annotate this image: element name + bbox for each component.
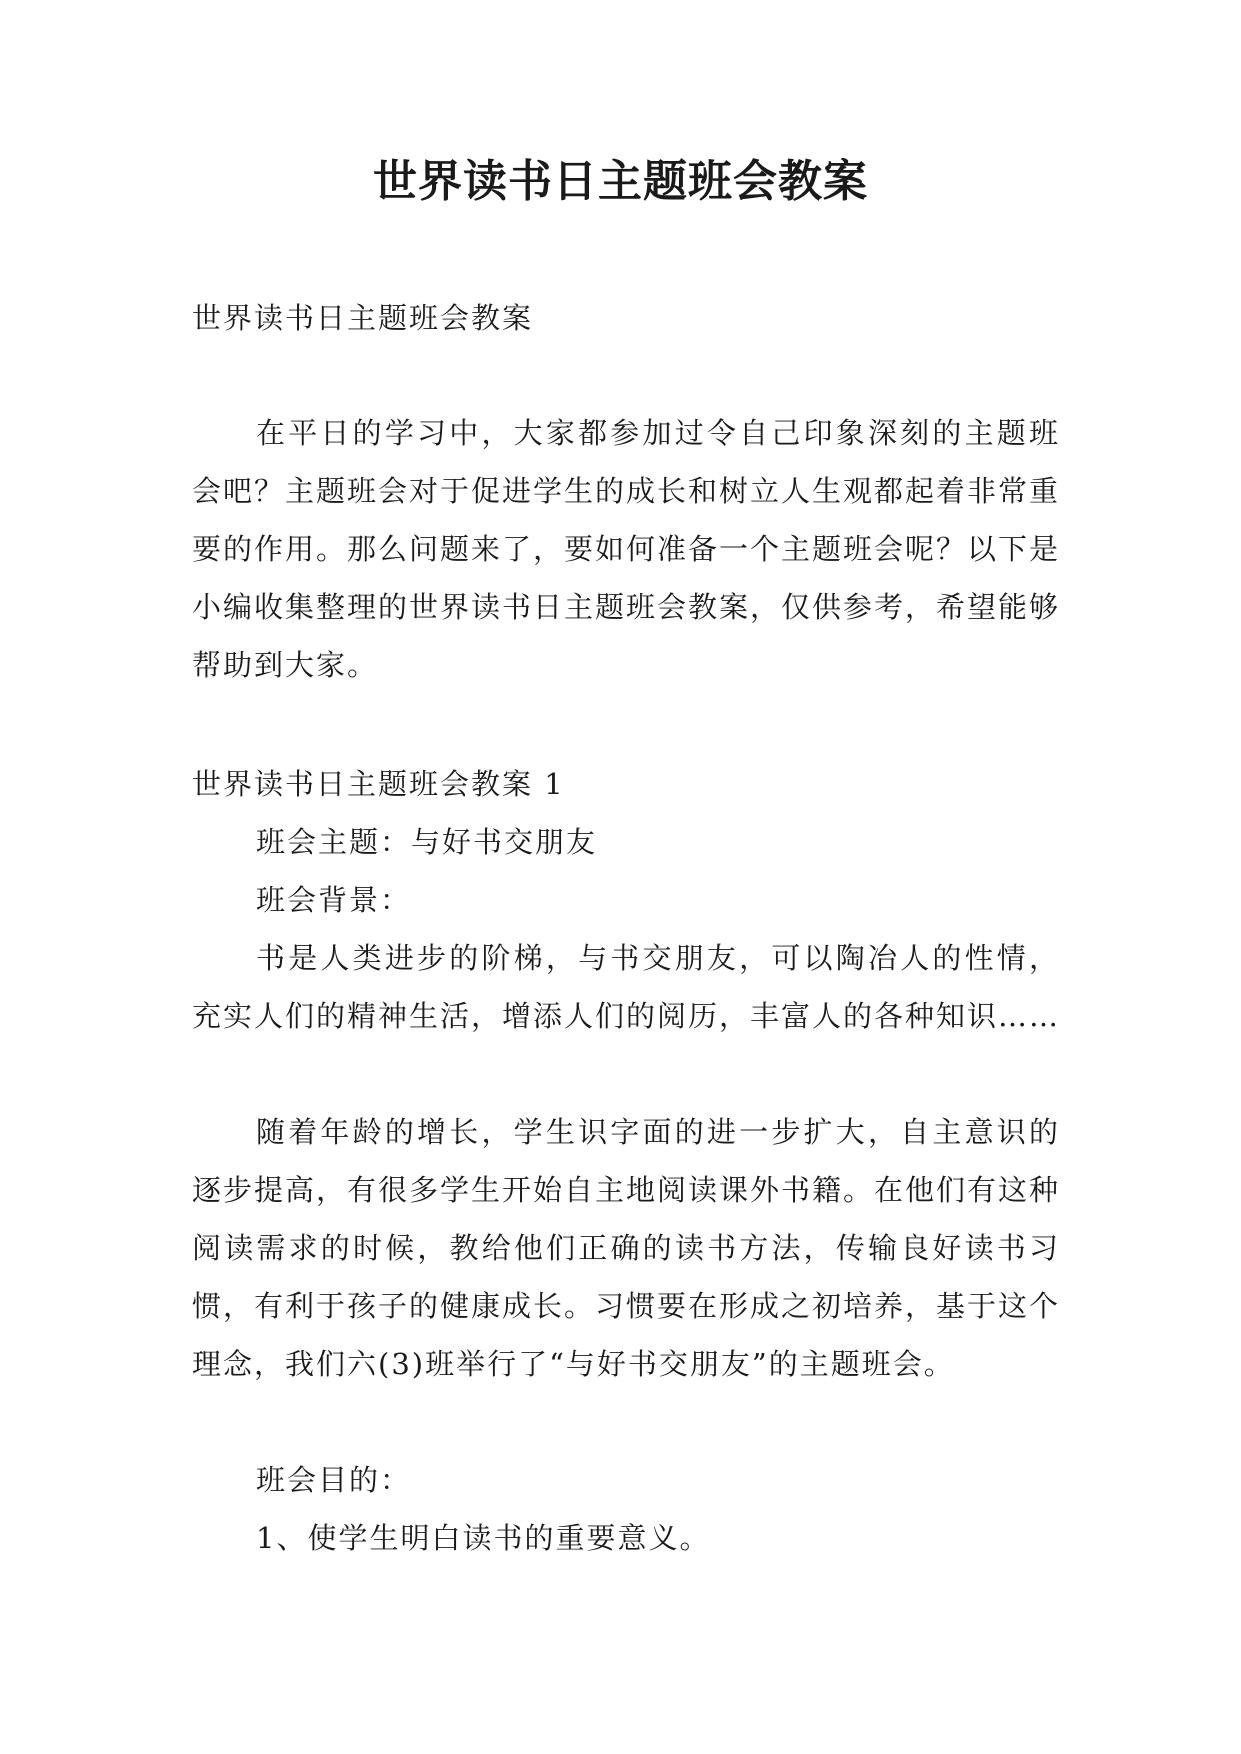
document-subtitle: 世界读书日主题班会教案 bbox=[192, 301, 534, 335]
document-title: 世界读书日主题班会教案 bbox=[373, 156, 868, 207]
background-paragraph-2: 随着年龄的增长，学生识字面的进一步扩大，自主意识的逐步提高，有很多学生开始自主地阅读课外书籍。在他们有这种阅读需求的时候，教给他们正确的读书方法，传输良好读书习惯，有利于孩子的健康成长。习惯要在形成之初培养，基于这个理念，我们六(3)班举行了“与好书交朋友”的主题班会。 bbox=[192, 1115, 1061, 1381]
class-topic: 班会主题：与好书交朋友 bbox=[256, 825, 598, 859]
background-label: 班会背景： bbox=[256, 883, 412, 917]
goal-item-1: 1、使学生明白读书的重要意义。 bbox=[256, 1521, 711, 1555]
section-heading: 世界读书日主题班会教案 1 bbox=[192, 767, 565, 801]
goal-label: 班会目的： bbox=[256, 1463, 412, 1497]
background-paragraph-1: 书是人类进步的阶梯，与书交朋友，可以陶冶人的性情，充实人们的精神生活，增添人们的阅历，丰富人的各种知识…… bbox=[192, 941, 1061, 1033]
intro-paragraph: 在平日的学习中，大家都参加过令自己印象深刻的主题班会吧？主题班会对于促进学生的成长和树立人生观都起着非常重要的作用。那么问题来了，要如何准备一个主题班会呢？以下是小编收集整理的世界读书日主题班会教案，仅供参考，希望能够帮助到大家。 bbox=[192, 416, 1061, 682]
